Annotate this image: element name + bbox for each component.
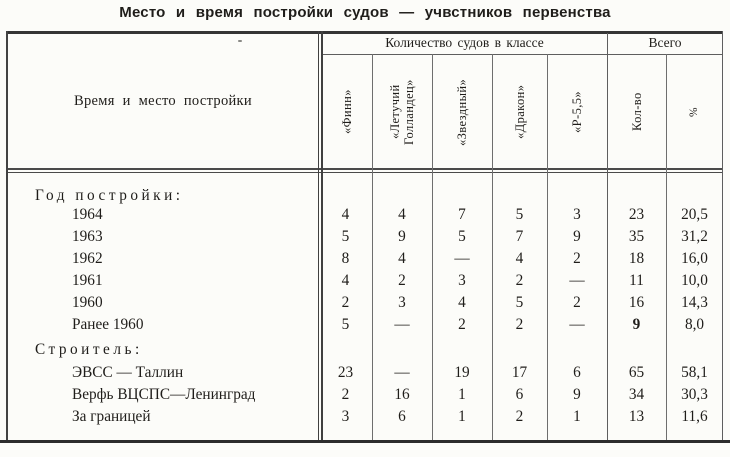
col-header-letuchy-gollandets xyxy=(372,57,432,167)
table-cell: 23 xyxy=(337,364,354,381)
table-cell: 35 xyxy=(628,228,645,245)
table-cell: 9 xyxy=(573,386,581,403)
col-header-r55-label: «Р-5,5» xyxy=(570,90,584,134)
col-header-finn-label: «Финн» xyxy=(339,89,354,135)
table-cell: 65 xyxy=(628,364,645,381)
table-row xyxy=(6,270,723,292)
table-cell: 10,0 xyxy=(681,272,708,289)
table-cell: 3 xyxy=(341,408,350,425)
table-section-row xyxy=(6,339,723,361)
col-header-zvezdny xyxy=(432,57,492,167)
col-header-r55 xyxy=(547,57,607,167)
table-cell: 4 xyxy=(341,206,350,223)
table-row xyxy=(6,314,723,336)
col-header-kolvo xyxy=(607,57,666,167)
table-cell: 2 xyxy=(515,272,524,289)
table-cell: 1 xyxy=(458,386,466,403)
table-cell: 3 xyxy=(573,206,581,223)
header-double-rule-2 xyxy=(6,172,723,174)
section-label: Год постройки: xyxy=(35,187,184,204)
table-cell: 11 xyxy=(629,272,644,289)
table-cell: 6 xyxy=(398,408,406,425)
row-label: 1962 xyxy=(72,250,103,267)
table-cell: 16,0 xyxy=(681,250,708,267)
table-cell: 3 xyxy=(398,294,406,311)
col-group-total: Всего xyxy=(648,35,682,50)
corner-header: Время и место постройки xyxy=(74,93,252,109)
table-cell: 9 xyxy=(632,316,641,333)
col-header-letuchy-gollandets-label: «Летучий Голландец» xyxy=(388,79,416,145)
table-cell: — xyxy=(569,272,585,289)
table-cell: 7 xyxy=(515,228,524,245)
table-cell: 1 xyxy=(573,408,581,425)
table-cell: 14,3 xyxy=(681,294,708,311)
table-border-bottom xyxy=(0,440,730,443)
header-underline xyxy=(322,54,723,55)
table-cell: 30,3 xyxy=(681,386,708,403)
section-label: Строитель: xyxy=(35,341,143,358)
table-cell: 1 xyxy=(458,408,466,425)
table-row xyxy=(6,292,723,314)
col-header-drakon xyxy=(492,57,547,167)
table-cell: 2 xyxy=(398,272,406,289)
table-row xyxy=(6,384,723,406)
table-cell: 34 xyxy=(628,386,645,403)
row-label: За границей xyxy=(72,408,151,425)
table-cell: 11,6 xyxy=(681,408,708,425)
table-cell: 19 xyxy=(454,364,470,381)
col-header-finn xyxy=(322,57,373,167)
table-cell: — xyxy=(394,316,410,333)
table-cell: 4 xyxy=(458,294,466,311)
table-cell: 4 xyxy=(341,272,350,289)
row-label: 1960 xyxy=(72,294,103,311)
table-cell: 5 xyxy=(458,228,466,245)
table-cell: 9 xyxy=(573,228,581,245)
table-cell: 5 xyxy=(515,206,524,223)
row-label: 1963 xyxy=(72,228,103,245)
table-border-top xyxy=(6,31,723,34)
table-cell: — xyxy=(454,250,470,267)
table-cell: 8 xyxy=(341,250,350,267)
table-cell: 5 xyxy=(341,228,350,245)
table-cell: 2 xyxy=(515,408,524,425)
table-cell: 17 xyxy=(511,364,528,381)
table-cell: 16 xyxy=(628,294,645,311)
table-cell: 13 xyxy=(628,408,645,425)
row-label: 1961 xyxy=(72,272,103,289)
table-cell: 4 xyxy=(398,250,406,267)
ships-table xyxy=(6,31,723,443)
table-cell: 5 xyxy=(515,294,524,311)
table-cell: 58,1 xyxy=(681,364,708,381)
col-header-percent-label: % xyxy=(688,107,700,117)
col-header-drakon-label: «Дракон» xyxy=(512,84,527,140)
col-header-percent xyxy=(666,57,722,167)
table-cell: 3 xyxy=(458,272,466,289)
table-cell: 23 xyxy=(628,206,645,223)
table-cell: 16 xyxy=(394,386,410,403)
table-row xyxy=(6,406,723,428)
table-cell: — xyxy=(569,316,585,333)
col-group-classes: Количество судов в классе xyxy=(385,35,544,50)
col-header-zvezdny-label: «Звездный» xyxy=(455,78,469,146)
table-cell: 4 xyxy=(515,250,524,267)
table-row xyxy=(6,248,723,270)
table-cell: — xyxy=(394,364,410,381)
table-cell: 4 xyxy=(398,206,406,223)
table-row xyxy=(6,204,723,226)
row-label: 1964 xyxy=(72,206,103,223)
table-cell: 8,0 xyxy=(684,316,705,333)
table-cell: 2 xyxy=(573,250,581,267)
row-label: Верфь ВЦСПС—Ленинград xyxy=(72,386,256,403)
table-cell: 9 xyxy=(398,228,406,245)
table-cell: 6 xyxy=(515,386,524,403)
table-cell: 5 xyxy=(341,316,350,333)
table-cell: 2 xyxy=(458,316,466,333)
table-row xyxy=(6,362,723,384)
header-double-rule-1 xyxy=(6,168,723,170)
table-cell: 2 xyxy=(573,294,581,311)
page-title: Место и время постройки судов — учвстников первенства xyxy=(119,4,611,21)
table-row xyxy=(6,226,723,248)
table-cell: 2 xyxy=(341,294,350,311)
table-cell: 6 xyxy=(573,364,581,381)
row-label: ЭВСС — Таллин xyxy=(72,364,184,381)
row-label: Ранее 1960 xyxy=(72,316,144,333)
col-header-kolvo-label: Кол-во xyxy=(629,92,644,132)
scan-speck xyxy=(238,40,242,42)
table-cell: 20,5 xyxy=(681,206,708,223)
table-cell: 2 xyxy=(341,386,350,403)
table-cell: 18 xyxy=(628,250,645,267)
table-cell: 2 xyxy=(515,316,524,333)
table-cell: 31,2 xyxy=(681,228,708,245)
table-cell: 7 xyxy=(458,206,466,223)
